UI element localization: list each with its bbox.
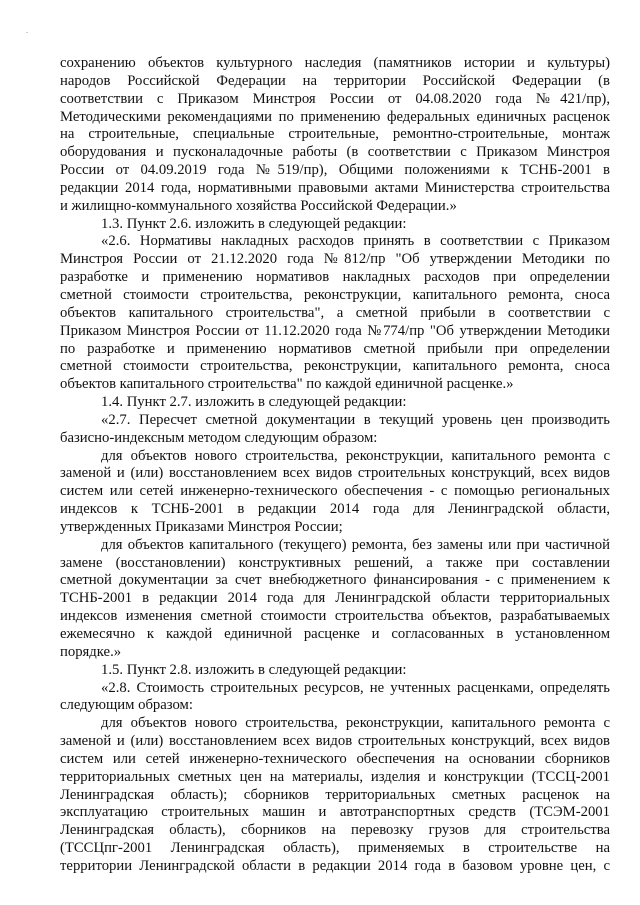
text-line: Ленинградская область); сборников территориальных сметных расценок на (60, 786, 610, 803)
text-line: объектов капитального строительства", а сметной прибыли в соответствии с (60, 304, 610, 321)
text-line: замене (восстановлении) конструктивных решений, а также при составлении (60, 554, 610, 571)
text-line: систем или сетей инженерно-технического обеспечения - с помощью региональных (60, 483, 610, 500)
text-line: эксплуатацию строительных машин и автотранспортных средств (ТСЭМ-2001 (60, 804, 610, 821)
text-line: по разработке и применению нормативов сметной прибыли при определении (60, 340, 610, 357)
text-line: следующим образом: (60, 697, 193, 714)
text-line: заменой и (или) восстановлением всех видов строительных конструкций, всех видов (60, 465, 610, 482)
text-line: Минстроя России от 21.12.2020 года №812/пр "Об утверждении Методики по (60, 251, 610, 268)
text-line: сметной стоимости строительства, реконструкции, капитального ремонта, сноса (60, 286, 610, 303)
text-line: территориальных сметных цен на материалы, изделия и конструкции (ТССЦ-2001 (60, 768, 610, 785)
text-line: объектов капитального строительства" по каждой единичной расценке.» (60, 376, 514, 393)
text-line: систем или сетей инженерно-технического обеспечения на основании сборников (60, 750, 610, 767)
text-line: сметной стоимости строительства, реконструкции, капитального ремонта, сноса (60, 358, 610, 375)
text-line: ТСНБ-2001 в редакции 2014 года для Ленинградской области территориальных (60, 590, 610, 607)
text-line: Ленинградская область), сборников на перевозку грузов для строительства (60, 822, 610, 839)
text-line: на строительные, специальные строительные, ремонтно-строительные, монтаж (60, 126, 610, 143)
text-line: заменой и (или) восстановлением всех видов строительных конструкций, всех видов (60, 733, 610, 750)
text-line: базисно-индексным методом следующим образом: (60, 429, 378, 446)
text-line: индексов изменения сметной стоимости строительства объектов, разрабатываемых (60, 608, 610, 625)
text-line: порядке.» (60, 643, 122, 660)
text-line: и жилищно-коммунального хозяйства Российской Федерации.» (60, 197, 457, 214)
text-line: сметной документации за счет внебюджетного финансирования - с применением к (60, 572, 610, 589)
text-line: оборудования и пусконаладочные работы (в соответствии с Приказом Минстроя (60, 144, 610, 161)
text-line: Приказом Минстроя России от 11.12.2020 года №774/пр "Об утверждении Методики (60, 322, 610, 339)
text-line: «2.6. Нормативы накладных расходов принять в соответствии с Приказом (101, 233, 610, 250)
text-line: России от 04.09.2019 года №519/пр), Общими положениями к ТСНБ-2001 в (60, 162, 610, 179)
text-line: соответствии с Приказом Минстроя России от 04.08.2020 года №421/пр), (60, 90, 610, 107)
text-line: утвержденных Приказами Минстроя России; (60, 518, 343, 535)
text-line: сохранению объектов культурного наследия (памятников истории и культуры) (60, 55, 610, 71)
text-line: «2.8. Стоимость строительных ресурсов, не учтенных расценками, определять (101, 679, 610, 696)
text-line: для объектов нового строительства, реконструкции, капитального ремонта с (101, 447, 610, 464)
text-line: 1.4. Пункт 2.7. изложить в следующей редакции: (101, 394, 407, 411)
text-line: народов Российской Федерации на территории Российской Федерации (в (60, 72, 610, 89)
text-line: для объектов нового строительства, реконструкции, капитального ремонта с (101, 715, 610, 732)
text-line: для объектов капитального (текущего) ремонта, без замены или при частичной (101, 536, 610, 553)
text-line: Методическими рекомендациями по применению федеральных единичных расценок (60, 108, 610, 125)
text-line: (ТССЦпг-2001 Ленинградская область), применяемых в строительстве на (60, 840, 610, 857)
text-line: 1.5. Пункт 2.8. изложить в следующей редакции: (101, 661, 407, 678)
text-line: разработке и применению нормативов накладных расходов при определении (60, 269, 610, 286)
scan-mark: - (26, 30, 28, 36)
text-line: 1.3. Пункт 2.6. изложить в следующей редакции: (101, 215, 407, 232)
text-line: ежемесячно к каждой единичной расценке и согласованных в установленном (60, 626, 610, 642)
text-line: территории Ленинградской области в редакции 2014 года в базовом уровне цен, с (60, 857, 610, 874)
text-line: редакции 2014 года, нормативными правовыми актами Министерства строительства (60, 179, 610, 196)
document-body (60, 55, 610, 876)
text-line: «2.7. Пересчет сметной документации в текущий уровень цен производить (101, 411, 610, 428)
text-line: индексов к ТСНБ-2001 в редакции 2014 года для Ленинградской области, (60, 501, 610, 518)
